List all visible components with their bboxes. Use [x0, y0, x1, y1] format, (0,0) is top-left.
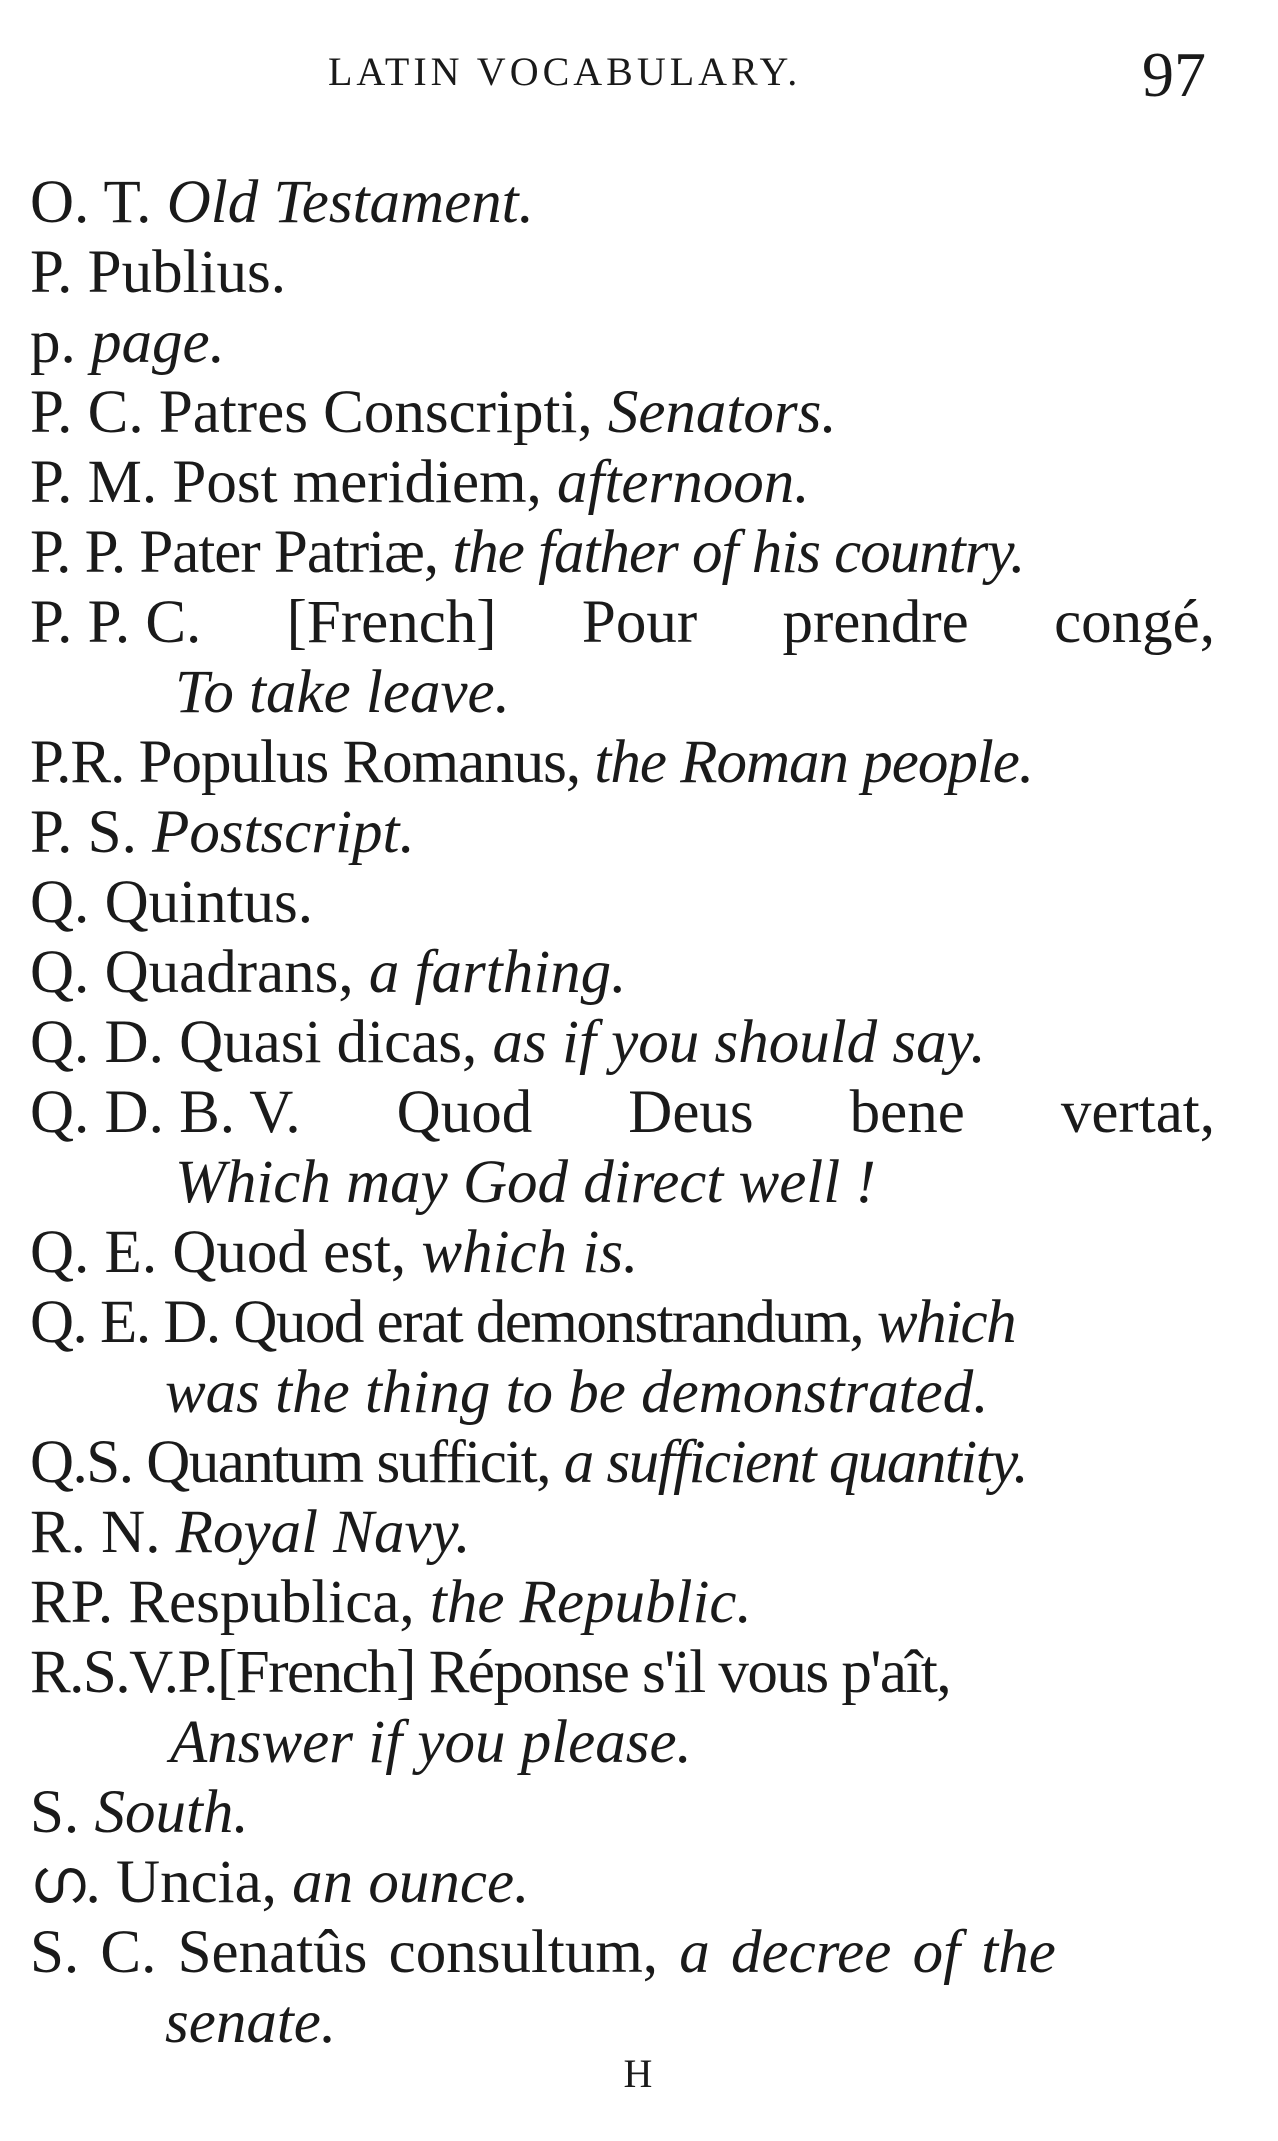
list-item	[30, 798, 1215, 868]
abbreviation: P. M.	[30, 449, 158, 516]
list-item	[30, 1638, 1215, 1778]
abbreviation: S.	[30, 1779, 80, 1846]
list-item	[30, 1078, 1215, 1218]
latin-phrase: Post meridiem,	[172, 449, 542, 516]
list-item	[30, 1428, 1215, 1498]
list-item	[30, 1498, 1215, 1568]
meaning: Royal Navy.	[175, 1499, 471, 1566]
latin-phrase: Quantum sufficit,	[146, 1429, 550, 1496]
latin-phrase: Populus Romanus,	[138, 729, 581, 796]
french-word: congé,	[1054, 589, 1215, 656]
abbreviation: P.	[30, 239, 73, 306]
latin-phrase: Quasi dicas,	[179, 1009, 478, 1076]
abbreviation: S. C.	[30, 1919, 157, 1986]
list-item	[30, 588, 1215, 728]
latin-phrase: Respublica,	[128, 1569, 415, 1636]
list-item	[30, 1288, 1215, 1428]
list-item	[30, 168, 1215, 238]
meaning: Senators.	[607, 379, 837, 446]
latin-word: Deus	[628, 1079, 754, 1146]
latin-phrase: Patres Conscripti,	[158, 379, 593, 446]
meaning: To take leave.	[175, 659, 510, 726]
abbreviation: Q.	[30, 869, 90, 936]
meaning: the Republic.	[429, 1569, 752, 1636]
list-item	[30, 1008, 1215, 1078]
list-item	[30, 1848, 1215, 1918]
list-item	[30, 1568, 1215, 1638]
list-item	[30, 238, 1215, 308]
abbreviation: P. P.	[30, 519, 126, 586]
ounce-symbol: ഗ.	[30, 1849, 101, 1916]
list-item	[30, 868, 1215, 938]
list-item	[30, 728, 1215, 798]
list-item	[30, 308, 1215, 378]
meaning: page.	[91, 309, 225, 376]
meaning: the Roman people.	[594, 729, 1034, 796]
list-item	[30, 1218, 1215, 1288]
meaning: which	[876, 1289, 1016, 1356]
abbreviation: R. N.	[30, 1499, 161, 1566]
latin-phrase: Uncia,	[116, 1849, 277, 1916]
meaning: Postscript.	[152, 799, 415, 866]
abbreviation: Q. D.	[30, 1009, 164, 1076]
abbreviation: RP.	[30, 1569, 114, 1636]
abbreviation: Q. E. D.	[30, 1289, 220, 1356]
latin-phrase: Quintus.	[104, 869, 313, 936]
abbreviation: R.S.V.P.	[30, 1639, 217, 1706]
latin-phrase: Quod est,	[172, 1219, 407, 1286]
meaning: which is.	[421, 1219, 639, 1286]
meaning: a sufficient quantity.	[563, 1429, 1028, 1496]
vocabulary-list	[30, 168, 1215, 2058]
abbreviation: O. T.	[30, 169, 152, 236]
latin-phrase: Publius.	[87, 239, 286, 306]
abbreviation: P.R.	[30, 729, 125, 796]
signature-mark: H	[623, 2051, 655, 2096]
page-number: 97	[1142, 39, 1206, 110]
abbreviation: p.	[30, 309, 76, 376]
abbreviation: P. P. C.	[30, 589, 202, 656]
abbreviation: P. C.	[30, 379, 144, 446]
latin-phrase: Pater Patriæ,	[139, 519, 439, 586]
list-item	[30, 1918, 1215, 2058]
french-word: Pour	[581, 589, 698, 656]
meaning: the father of his country.	[452, 519, 1025, 586]
latin-phrase: Quod erat demonstrandum,	[233, 1289, 864, 1356]
meaning-continued: was the thing to be demonstrated.	[165, 1359, 989, 1426]
running-head	[0, 38, 1278, 108]
latin-phrase: Senatûs consultum,	[177, 1919, 659, 1986]
meaning: Answer if you please.	[170, 1709, 692, 1776]
abbreviation: Q.S.	[30, 1429, 133, 1496]
abbreviation: Q. D. B. V.	[30, 1079, 301, 1146]
meaning-continued: senate.	[165, 1989, 337, 2056]
abbreviation: Q. E.	[30, 1219, 158, 1286]
meaning: Old Testament.	[166, 169, 534, 236]
running-title: LATIN VOCABULARY.	[328, 49, 802, 94]
language-note: [French]	[216, 1639, 415, 1706]
abbreviation: P. S.	[30, 799, 137, 866]
french-phrase: Réponse s'il vous p'aît,	[428, 1639, 951, 1706]
list-item	[30, 518, 1215, 588]
latin-word: Quod	[396, 1079, 533, 1146]
french-word: prendre	[782, 589, 969, 656]
meaning: as if you should say.	[492, 1009, 986, 1076]
latin-word: bene	[849, 1079, 965, 1146]
list-item	[30, 448, 1215, 518]
meaning: afternoon.	[557, 449, 810, 516]
list-item	[30, 938, 1215, 1008]
meaning: a farthing.	[368, 939, 627, 1006]
latin-phrase: Quadrans,	[104, 939, 354, 1006]
list-item	[30, 378, 1215, 448]
language-note: [French]	[286, 589, 497, 656]
meaning: an ounce.	[292, 1849, 530, 1916]
list-item	[30, 1778, 1215, 1848]
meaning: Which may God direct well !	[175, 1149, 876, 1216]
latin-word: vertat,	[1060, 1079, 1215, 1146]
meaning: South.	[94, 1779, 249, 1846]
abbreviation: Q.	[30, 939, 90, 1006]
meaning: a decree of the	[679, 1919, 1056, 1986]
